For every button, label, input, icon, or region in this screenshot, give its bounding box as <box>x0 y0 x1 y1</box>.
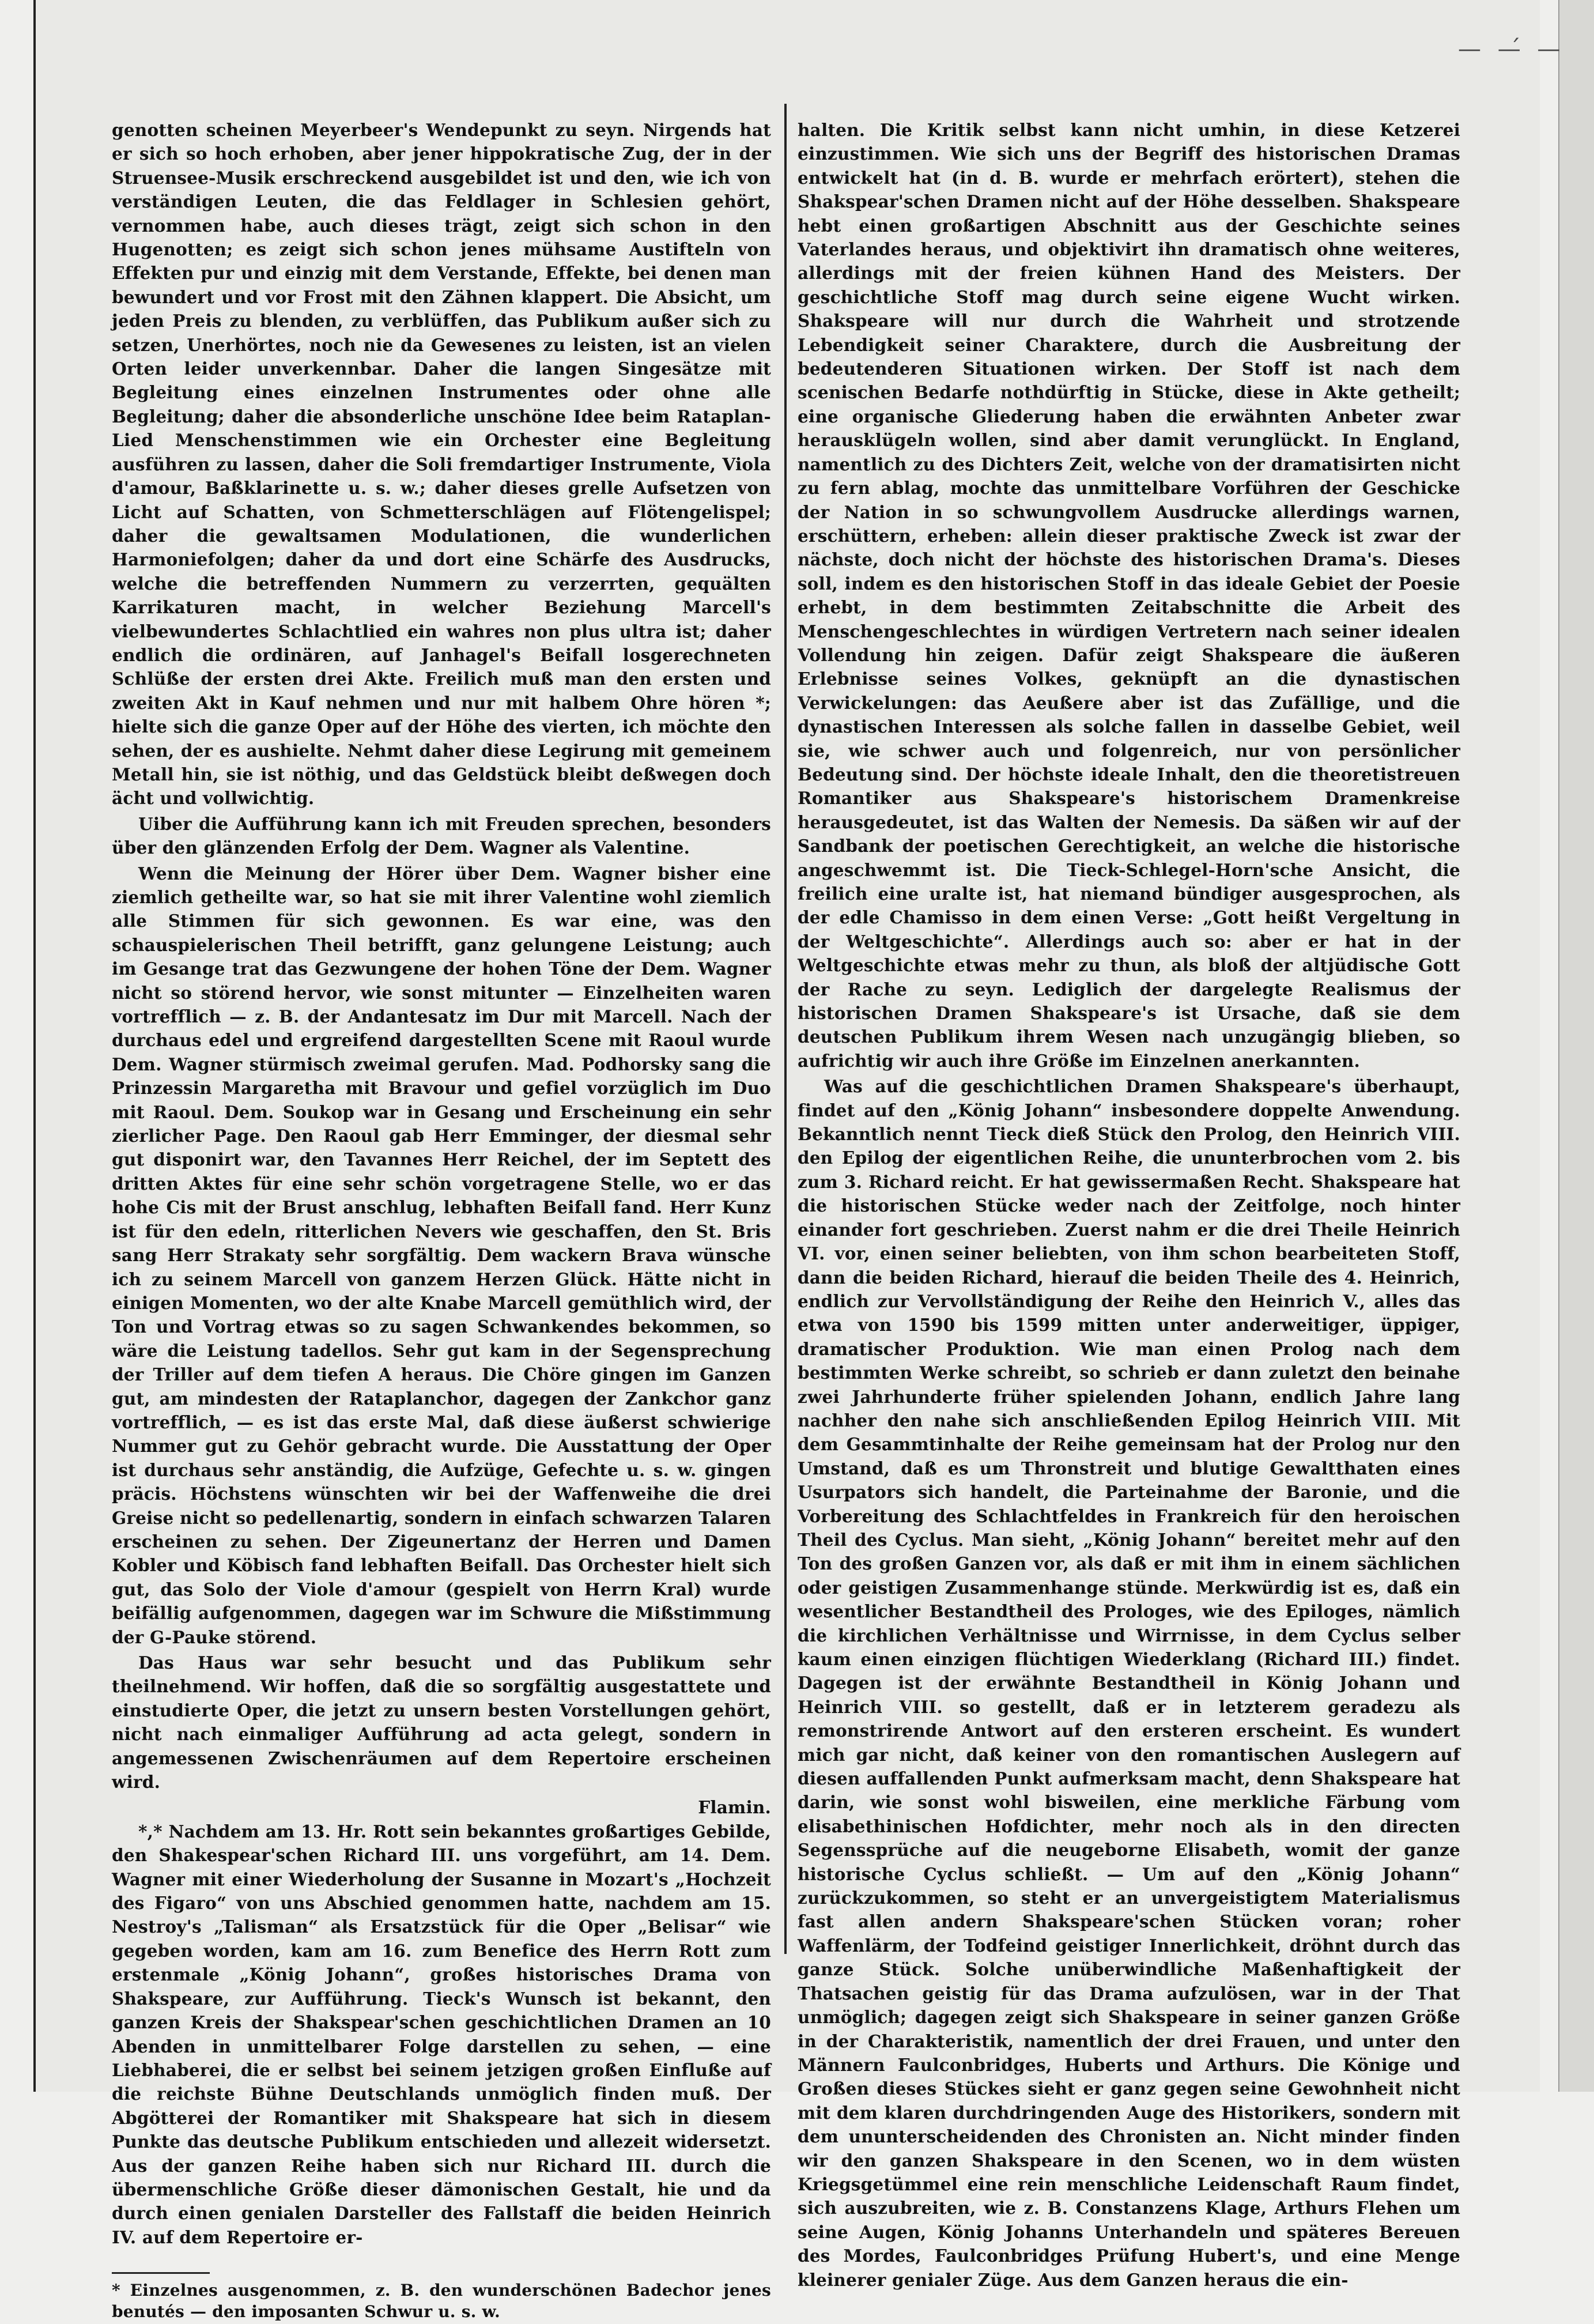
author-signature: Flamin. <box>698 1797 771 1818</box>
paragraph: Wenn die Meinung der Hörer über Dem. Wagner bisher eine ziemlich getheilte war, so hat sie mit ihrer Valentine wohl ziemlich alle Stimmen für sich gewonnen. Es war eine, was den schauspielerischen Theil betrifft, ganz gelungene Leistung; auch im Gesange trat das Gezwungene der hohen Töne der Dem. Wagner nicht so störend hervor, wie sonst mitunter — Einzelheiten waren vortrefflich — z. B. der Andantesatz im Dur mit Marcell. Nach der durchaus edel und ergreifend dargestellten Scene mit Raoul wurde Dem. Wagner stürmisch zweimal gerufen. Mad. Podhorsky sang die Prinzessin Margaretha mit Bravour und gefiel vorzüglich im Duo mit Raoul. Dem. Soukop war in Gesang und Erscheinung ein sehr zierlicher Page. Den Raoul gab Herr Emminger, der diesmal sehr gut disponirt war, den Tavannes Herr Reichel, der im Septett des dritten Aktes für eine sehr schön vorgetragene Stelle, wo er das hohe Cis mit der Brust anschlug, lebhaften Beifall fand. Herr Kunz ist für den edeln, ritterlichen Nevers wie geschaffen, den St. Bris sang Herr Strakaty sehr sorgfältig. Dem wackern Brava wünsche ich zu seinem Marcell von ganzem Herzen Glück. Hätte nicht in einigen Momenten, wo der alte Knabe Marcell gemüthlich wird, der Ton und Vortrag etwas so zu sagen Schwankendes bekommen, so wäre die Leistung tadellos. Sehr gut kam in der Segensprechung der Triller auf dem tiefen A heraus. Die Chöre gingen im Ganzen gut, am mindesten der Rataplanchor, dagegen der Zankchor ganz vortrefflich, — es ist das erste Mal, daß diese äußerst schwierige Nummer gut zu Gehör gebracht wurde. Die Ausstattung der Oper ist durchaus sehr anständig, die Aufzüge, Gefechte u. s. w. gingen präcis. Höchstens wünschten wir bei der Waffenweihe die drei Greise nicht so pedellenartig, sondern in einfach schwarzen Talaren erscheinen zu sehen. Der Zigeunertanz der Herren und Damen Kobler und Köbisch fand lebhaften Beifall. Das Orchester hielt sich gut, das Solo der Viole d'amour (gespielt von Herrn Kral) wurde beifällig aufgenommen, dagegen war im Schwure die Mißstimmung der G-Pauke störend. <box>112 863 771 1647</box>
paragraph: halten. Die Kritik selbst kann nicht umhin, in diese Ketzerei einzustimmen. Wie sich uns der Begriff des historischen Dramas entwickelt hat (in d. B. wurde er mehrfach erörtert), stehen die Shakspear'schen Dramen nicht auf der Höhe desselben. Shakspeare hebt einen großartigen Abschnitt aus der Geschichte seines Vaterlandes heraus, und objektivirt ihn dramatisch ohne weiteres, allerdings mit der freien kühnen Hand des Meisters. Der geschichtliche Stoff mag durch seine eigene Wucht wirken. Shakspeare will nur durch die Wahrheit und strotzende Lebendigkeit seiner Charaktere, durch die Ausbreitung der bedeutenderen Situationen wirken. Der Stoff ist nach dem scenischen Bedarfe nothdürftig in Stücke, diese in Akte getheilt; eine organische Gliederung haben die erwähnten Anbeter zwar herausklügeln wollen, sind aber damit verunglückt. In England, namentlich zu des Dichters Zeit, welche von der dramatisirten nicht zu fern ablag, mochte das unmittelbare Vorführen der Geschicke der Nation in so schwungvollem Ausdrucke allerdings warnen, erschüttern, erheben: allein dieser praktische Zweck ist zwar der nächste, doch nicht der höchste des historischen Drama's. Dieses soll, indem es den historischen Stoff in das ideale Gebiet der Poesie erhebt, in dem bestimmten Zeitabschnitte die Arbeit des Menschengeschlechtes in würdigen Vertretern nach seiner idealen Vollendung hin zeigen. Dafür zeigt Shakspeare die äußeren Erlebnisse seines Volkes, geknüpft an die dynastischen Verwickelungen: das Aeußere aber ist das Zufällige, und die dynastischen Interessen als solche fallen in dasselbe Gebiet, weil sie, wie schwer auch und folgenreich, nur von persönlicher Bedeutung sind. Der höchste ideale Inhalt, den die theoretistreuen Romantiker aus Shakspeare's historischem Dramenkreise herausgedeutet, ist das Walten der Nemesis. Da säßen wir auf der Sandbank der poetischen Gerechtigkeit, an welche die historische angeschwemmt ist. Die Tieck-Schlegel-Horn'sche Ansicht, die freilich eine uralte ist, hat niemand bündiger ausgesprochen, als der edle Chamisso in dem einen Verse: „Gott heißt Vergeltung in der Weltgeschichte“. Allerdings auch so: aber er hat in der Weltgeschichte etwas mehr zu thun, als bloß der altjüdische Gott der Rache zu seyn. Lediglich der dargelegte Realismus der historischen Dramen Shakspeare's ist Ursache, daß sie dem deutschen Publikum ihrem Wesen nach unzugängig blieben, so aufrichtig wir auch ihre Größe im Einzelnen anerkannten. <box>798 120 1460 1071</box>
right-column <box>798 118 1460 2293</box>
footnote-rule <box>112 2272 210 2274</box>
header-mark: — —́ — <box>1458 36 1565 62</box>
left-column <box>112 118 771 2324</box>
paragraph: genotten scheinen Meyerbeer's Wendepunkt zu seyn. Nirgends hat er sich so hoch erhoben, aber jener hippokratische Zug, der in der Struensee-Musik erschreckend ausgebildet ist und den, wie ich von verständigen Leuten, die das Feldlager in Schlesien gehört, vernommen habe, auch dieses trägt, zeigt sich schon in den Hugenotten; es zeigt sich schon jenes mühsame Austifteln von Effekten pur und einzig mit dem Verstande, Effekte, bei denen man bewundert und vor Frost mit den Zähnen klappert. Die Absicht, um jeden Preis zu blenden, zu verblüffen, das Publikum außer sich zu setzen, Unerhörtes, noch nie da Gewesenes zu leisten, ist an vielen Orten leider unverkennbar. Daher die langen Singesätze mit Begleitung eines einzelnen Instrumentes oder ohne alle Begleitung; daher die absonderliche unschöne Idee beim Rataplan-Lied Menschenstimmen wie ein Orchester eine Begleitung ausführen zu lassen, daher die Soli fremdartiger Instrumente, Viola d'amour, Baßklarinette u. s. w.; daher dieses grelle Aufsetzen von Licht auf Schatten, von Schmetterschlägen auf Flötengelispel; daher die gewaltsamen Modulationen, die wunderlichen Harmoniefolgen; daher da und dort eine Schärfe des Ausdrucks, welche die betreffenden Nummern zu verzerrten, gequälten Karrikaturen macht, in welcher Beziehung Marcell's vielbewundertes Schlachtlied ein wahres non plus ultra ist; daher endlich die ordinären, auf Janhagel's Beifall losgerechneten Schlüße der ersten drei Akte. Freilich muß man den ersten und zweiten Akt in Kauf nehmen und nur mit halbem Ohre hören *; hielte sich die ganze Oper auf der Höhe des vierten, ich möchte den sehen, der es aushielte. Nehmt daher diese Legirung mit gemeinem Metall hin, sie ist nöthig, und das Geldstück bleibt deßwegen doch ächt und vollwichtig. <box>112 120 771 809</box>
paragraph: *,* Nachdem am 13. Hr. Rott sein bekanntes großartiges Gebilde, den Shakespear'schen Richard III. uns vorgeführt, am 14. Dem. Wagner mit einer Wiederholung der Susanne in Mozart's „Hochzeit des Figaro“ von uns Abschied genommen hatte, nachdem am 15. Nestroy's „Talisman“ als Ersatzstück für die Oper „Belisar“ wie gegeben worden, kam am 16. zum Benefice des Herrn Rott zum erstenmale „König Johann“, großes historisches Drama von Shakspeare, zur Aufführung. Tieck's Wunsch ist bekannt, den ganzen Kreis der Shakspear'schen geschichtlichen Dramen an 10 Abenden in unmittelbarer Folge darstellen zu sehen, — eine Liebhaberei, die er selbst bei seinem jetzigen großen Einfluße auf die reichste Bühne Deutschlands unmöglich finden muß. Der Abgötterei der Romantiker mit Shakspeare hat sich in diesem Punkte das deutsche Publikum entschieden und allezeit widersetzt. Aus der ganzen Reihe haben sich nur Richard III. durch die übermenschliche Größe dieser dämonischen Gestalt, hie und da durch einen genialen Darsteller des Fallstaff die beiden Heinrich IV. auf dem Repertoire er- <box>112 1821 771 2247</box>
paragraph: Was auf die geschichtlichen Dramen Shakspeare's überhaupt, findet auf den „König Johann“ insbesondere doppelte Anwendung. Bekanntlich nennt Tieck dieß Stück den Prolog, den Heinrich VIII. den Epilog der eigentlichen Reihe, die ununterbrochen vom 2. bis zum 3. Richard reicht. Er hat gewissermaßen Recht. Shakspeare hat die historischen Stücke weder nach der Zeitfolge, noch hinter einander fort geschrieben. Zuerst nahm er die drei Theile Heinrich VI. vor, einen seiner beliebten, von ihm schon bearbeiteten Stoff, dann die beiden Richard, hierauf die beiden Theile des 4. Heinrich, endlich zur Vervollständigung der Reihe den Heinrich V., alles das etwa von 1590 bis 1599 mitten unter anderweitiger, üppiger, dramatischer Produktion. Wie man einen Prolog nach dem bestimmten Werke schreibt, so schrieb er dann zuletzt den beinahe zwei Jahrhunderte früher spielenden Johann, endlich Jahre lang nachher den nahe sich anschließenden Epilog Heinrich VIII. Mit dem Gesammtinhalte der Reihe gemeinsam hat der Prolog nur den Umstand, daß es um Thronstreit und blutige Gewaltthaten eines Usurpators sich handelt, die Parteinahme der Baronie, und die Vorbereitung des Schlachtfeldes in Frankreich für den heroischen Theil des Cyclus. Man sieht, „König Johann“ bereitet mehr auf den Ton des großen Ganzen vor, als daß er mit ihm in einem sächlichen oder geistigen Zusammenhange stünde. Merkwürdig ist es, daß ein wesentlicher Bestandtheil des Prologes, wie des Epiloges, nämlich die kirchlichen Verhältnisse und Wirrnisse, in dem Cyclus selber kaum einen einzigen flüchtigen Wiederklang (Richard III.) findet. Dagegen ist der erwähnte Bestandtheil in König Johann und Heinrich VIII. so gestellt, daß er in letzterem geradezu als remonstrirende Antwort auf den ersteren erscheint. Es wundert mich gar nicht, daß keiner von den romantischen Auslegern auf diesen auffallenden Punkt aufmerksam macht, denn Shakspeare hat darin, wie sonst wohl bisweilen, eine merkliche Färbung vom elisabethinischen Hofdichter, mehr noch als in den directen Segenssprüche auf die neugeborne Elisabeth, womit der ganze historische Cyclus schließt. — Um auf den „König Johann“ zurückzukommen, so steht er an unvergeistigtem Materialismus fast allen andern Shakspeare'schen Stücken voran; roher Waffenlärm, der Todfeind geistiger Innerlichkeit, dröhnt durch das ganze Stück. Solche unüberwindliche Maßenhaftigkeit der Thatsachen geistig für das Drama aufzulösen, war in der That unmöglich; dagegen zeigt sich Shakspeare in seiner ganzen Größe in der Charakteristik, namentlich der drei Frauen, und unter den Männern Faulconbridges, Huberts und Arthurs. Die Könige und Großen dieses Stückes sieht er ganz gegen seine Gewohnheit nicht mit dem klaren durchdringenden Auge des Historikers, sondern mit dem ununterscheidenden des Chronisten an. Nicht minder finden wir den ganzen Shakspeare in den Scenen, wo in dem wüsten Kriegsgetümmel eine rein menschliche Leidenschaft Raum findet, sich auszubreiten, wie z. B. Constanzens Klage, Arthurs Flehen um seine Augen, König Johanns Unterhandeln und späteres Bereuen des Mordes, Faulconbridges Prüfung Hubert's, und eine Menge kleinerer genialer Züge. Aus dem Ganzen heraus die ein- <box>798 1076 1460 2290</box>
paragraph: Uiber die Aufführung kann ich mit Freuden sprechen, besonders über den glänzenden Erfolg der Dem. Wagner als Valentine. <box>112 813 771 858</box>
column-rule <box>784 104 787 1954</box>
page-edge <box>1558 0 1594 2092</box>
paragraph: Das Haus war sehr besucht und das Publikum sehr theilnehmend. Wir hoffen, daß die so sorgfältig ausgestattete und einstudierte Oper, die jetzt zu unsern besten Vorstellungen gehört, nicht nach einmaliger Aufführung ad acta gelegt, sondern in angemessenen Zwischenräumen auf dem Repertoire erscheinen wird. <box>112 1653 771 1793</box>
footnote: * Einzelnes ausgenommen, z. B. den wunderschönen Badechor jenes benutés — den imposanten Schwur u. s. w. <box>112 2281 771 2322</box>
